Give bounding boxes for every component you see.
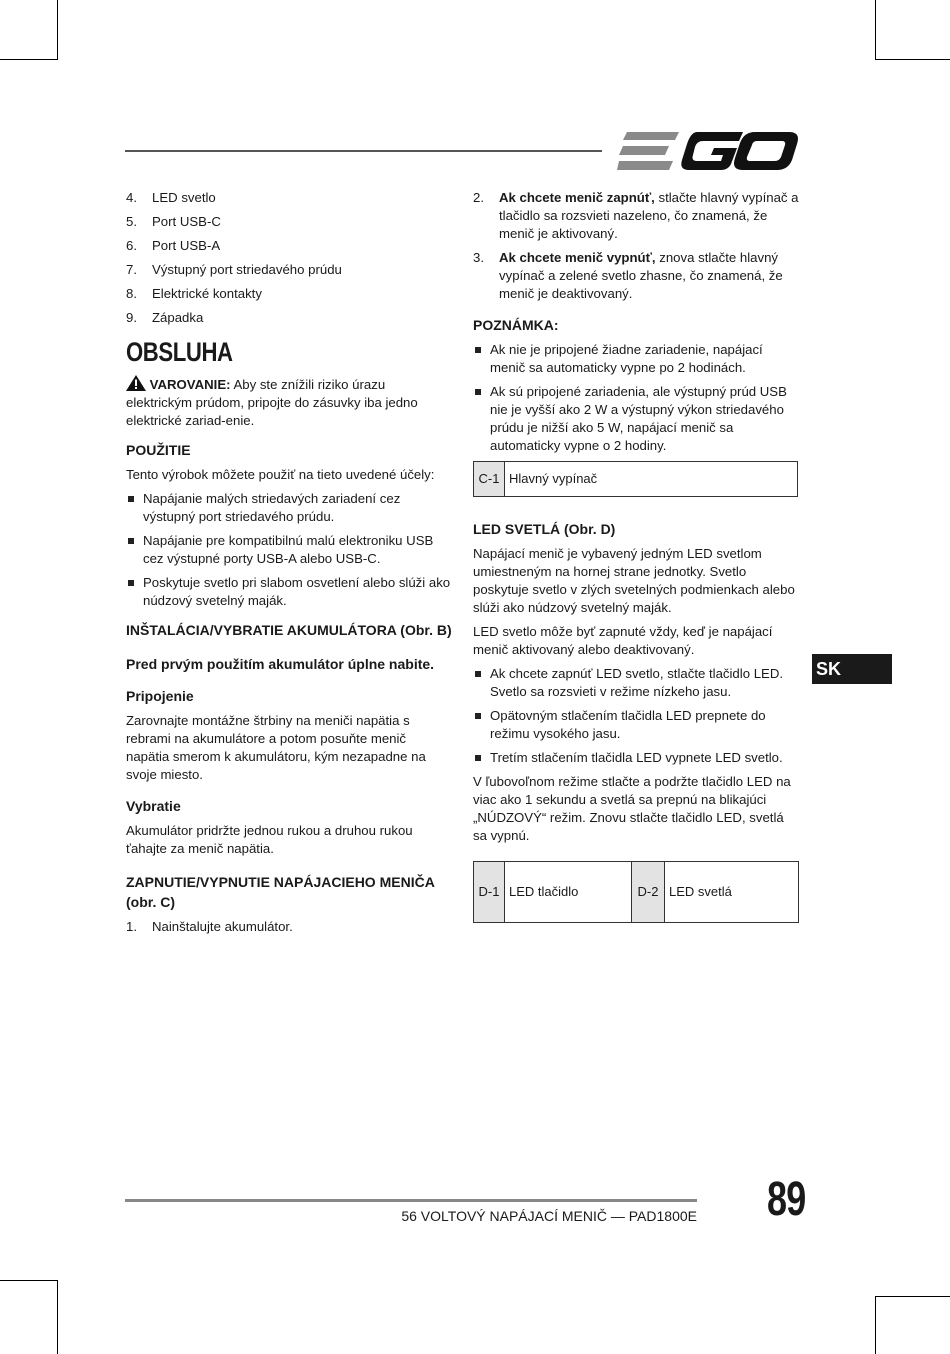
warning-triangle-icon bbox=[126, 375, 146, 391]
attach-text: Zarovnajte montážne štrbiny na meniči napätia s rebrami na akumulátore a potom posuňte menič napätia smerom k akumulátoru, kým nezapadne na svoje miesto. bbox=[126, 713, 426, 782]
page-number: 89 bbox=[767, 1173, 806, 1226]
item-number: 9. bbox=[126, 310, 137, 325]
list-item: Poskytuje svetlo pri slabom osvetlení alebo slúži ako núdzový svetelný maják. bbox=[126, 574, 452, 610]
list-item: Ak nie je pripojené žiadne zariadenie, napájací menič sa automaticky vypne po 2 hodinách. bbox=[473, 341, 801, 377]
battery-heading: INŠTALÁCIA/VYBRATIE AKUMULÁTORA (Obr. B) bbox=[126, 622, 452, 638]
crop-mark bbox=[875, 0, 876, 60]
table-value: LED svetlá bbox=[665, 862, 799, 923]
table-row bbox=[474, 462, 798, 497]
list-item bbox=[126, 309, 452, 327]
crop-mark bbox=[875, 1296, 876, 1354]
led-bullets bbox=[473, 665, 801, 767]
crop-mark bbox=[875, 1296, 950, 1297]
table-key: D-2 bbox=[632, 862, 665, 923]
item-text: Elektrické kontakty bbox=[152, 286, 262, 301]
list-item: Tretím stlačením tlačidla LED vypnete LED svetlo. bbox=[473, 749, 801, 767]
charge-note: Pred prvým použitím akumulátor úplne nabite. bbox=[126, 656, 435, 672]
list-item bbox=[126, 237, 452, 255]
item-text: Port USB-C bbox=[152, 214, 221, 229]
item-number: 8. bbox=[126, 286, 137, 301]
table-row bbox=[474, 862, 799, 923]
item-number: 6. bbox=[126, 238, 137, 253]
warning-label: VAROVANIE: bbox=[149, 377, 231, 392]
item-text: znova stlačte hlavný vypínač a zelené svetlo zhasne, čo znamená, že menič je deaktivovaný. bbox=[499, 250, 783, 301]
onoff-steps-continued bbox=[473, 189, 801, 303]
ego-logo bbox=[617, 130, 799, 172]
onoff-steps bbox=[126, 918, 452, 936]
item-text: LED svetlo bbox=[152, 190, 216, 205]
usage-intro: Tento výrobok môžete použiť na tieto uvedené účely: bbox=[126, 467, 435, 482]
list-item bbox=[126, 189, 452, 207]
crop-mark bbox=[0, 1280, 58, 1281]
note-heading: POZNÁMKA: bbox=[473, 317, 559, 333]
table-value: LED tlačidlo bbox=[505, 862, 632, 923]
list-item: Napájanie malých striedavých zariadení cez výstupný port striedavého prúdu. bbox=[126, 490, 452, 526]
list-item: Napájanie pre kompatibilnú malú elektroniku USB cez výstupné porty USB-A alebo USB-C. bbox=[126, 532, 452, 568]
item-number: 1. bbox=[126, 919, 137, 934]
step-bold: Ak chcete menič zapnúť, bbox=[499, 190, 655, 205]
led-heading: LED SVETLÁ (Obr. D) bbox=[473, 521, 616, 537]
note-bullets bbox=[473, 341, 801, 455]
item-text: Nainštalujte akumulátor. bbox=[152, 919, 293, 934]
remove-text: Akumulátor pridržte jednou rukou a druhou rukou ťahajte za menič napätia. bbox=[126, 823, 413, 856]
crop-mark bbox=[57, 1280, 58, 1354]
warning-text: Aby ste znížili riziko úrazu elektrickým prúdom, pripojte do zásuvky iba jedno elektrické zariad-enie. bbox=[126, 377, 418, 428]
item-number: 7. bbox=[126, 262, 137, 277]
crop-mark bbox=[57, 0, 58, 60]
table-key: D-1 bbox=[474, 862, 505, 923]
footer-rule bbox=[125, 1199, 697, 1202]
list-item bbox=[473, 189, 801, 243]
led-para3: V ľubovoľnom režime stlačte a podržte tlačidlo LED na viac ako 1 sekundu a svetlá sa prepnú na blikajúci „NÚDZOVÝ“ režim. Znovu stlačte tlačidlo LED, svetlá sa vypnú. bbox=[473, 774, 791, 843]
item-text: Západka bbox=[152, 310, 204, 325]
section-title: OBSLUHA bbox=[126, 337, 233, 367]
led-para2: LED svetlo môže byť zapnuté vždy, keď je napájací menič aktivovaný alebo deaktivovaný. bbox=[473, 624, 773, 657]
list-item: Opätovným stlačením tlačidla LED prepnete do režimu vysokého jasu. bbox=[473, 707, 801, 743]
item-text: stlačte hlavný vypínač a tlačidlo sa rozsvieti nazeleno, čo znamená, že menič je aktivovaný. bbox=[499, 190, 799, 241]
footer-title: 56 VOLTOVÝ NAPÁJACÍ MENIČ — PAD1800E bbox=[401, 1208, 697, 1224]
header-rule bbox=[125, 150, 602, 152]
parts-list bbox=[126, 189, 452, 327]
table-value: Hlavný vypínač bbox=[505, 462, 798, 497]
language-tab: SK bbox=[812, 654, 892, 684]
warning-paragraph bbox=[126, 375, 452, 430]
list-item bbox=[126, 918, 452, 936]
list-item: Ak chcete zapnúť LED svetlo, stlačte tlačidlo LED. Svetlo sa rozsvieti v režime nízkeho jasu. bbox=[473, 665, 801, 701]
item-number: 4. bbox=[126, 190, 137, 205]
list-item: Ak sú pripojené zariadenia, ale výstupný prúd USB nie je vyšší ako 2 W a výstupný výkon striedavého prúdu je nižší ako 5 W, napájací menič sa automaticky vypne o 2 hodiny. bbox=[473, 383, 801, 455]
onoff-heading: ZAPNUTIE/VYPNUTIE NAPÁJACIEHO MENIČA (obr. C) bbox=[126, 874, 435, 910]
list-item bbox=[126, 261, 452, 279]
usage-heading: POUŽITIE bbox=[126, 442, 191, 458]
left-column bbox=[126, 189, 452, 942]
remove-heading: Vybratie bbox=[126, 798, 181, 814]
usage-bullets bbox=[126, 490, 452, 610]
item-text: Port USB-A bbox=[152, 238, 221, 253]
item-number: 3. bbox=[473, 250, 484, 265]
list-item bbox=[126, 213, 452, 231]
led-para1: Napájací menič je vybavený jedným LED svetlom umiestneným na hornej strane jednotky. Svetlo poskytuje svetlo v zlých svetelných podmienkach alebo slúži ako núdzový svetelný maják. bbox=[473, 546, 795, 615]
table-c bbox=[473, 461, 798, 497]
table-key: C-1 bbox=[474, 462, 505, 497]
list-item bbox=[126, 285, 452, 303]
list-item bbox=[473, 249, 801, 303]
step-bold: Ak chcete menič vypnúť, bbox=[499, 250, 656, 265]
table-d bbox=[473, 861, 799, 923]
crop-mark bbox=[0, 59, 58, 60]
item-number: 5. bbox=[126, 214, 137, 229]
crop-mark bbox=[875, 59, 950, 60]
right-column bbox=[473, 189, 801, 923]
item-text: Výstupný port striedavého prúdu bbox=[152, 262, 342, 277]
attach-heading: Pripojenie bbox=[126, 688, 194, 704]
item-number: 2. bbox=[473, 190, 484, 205]
